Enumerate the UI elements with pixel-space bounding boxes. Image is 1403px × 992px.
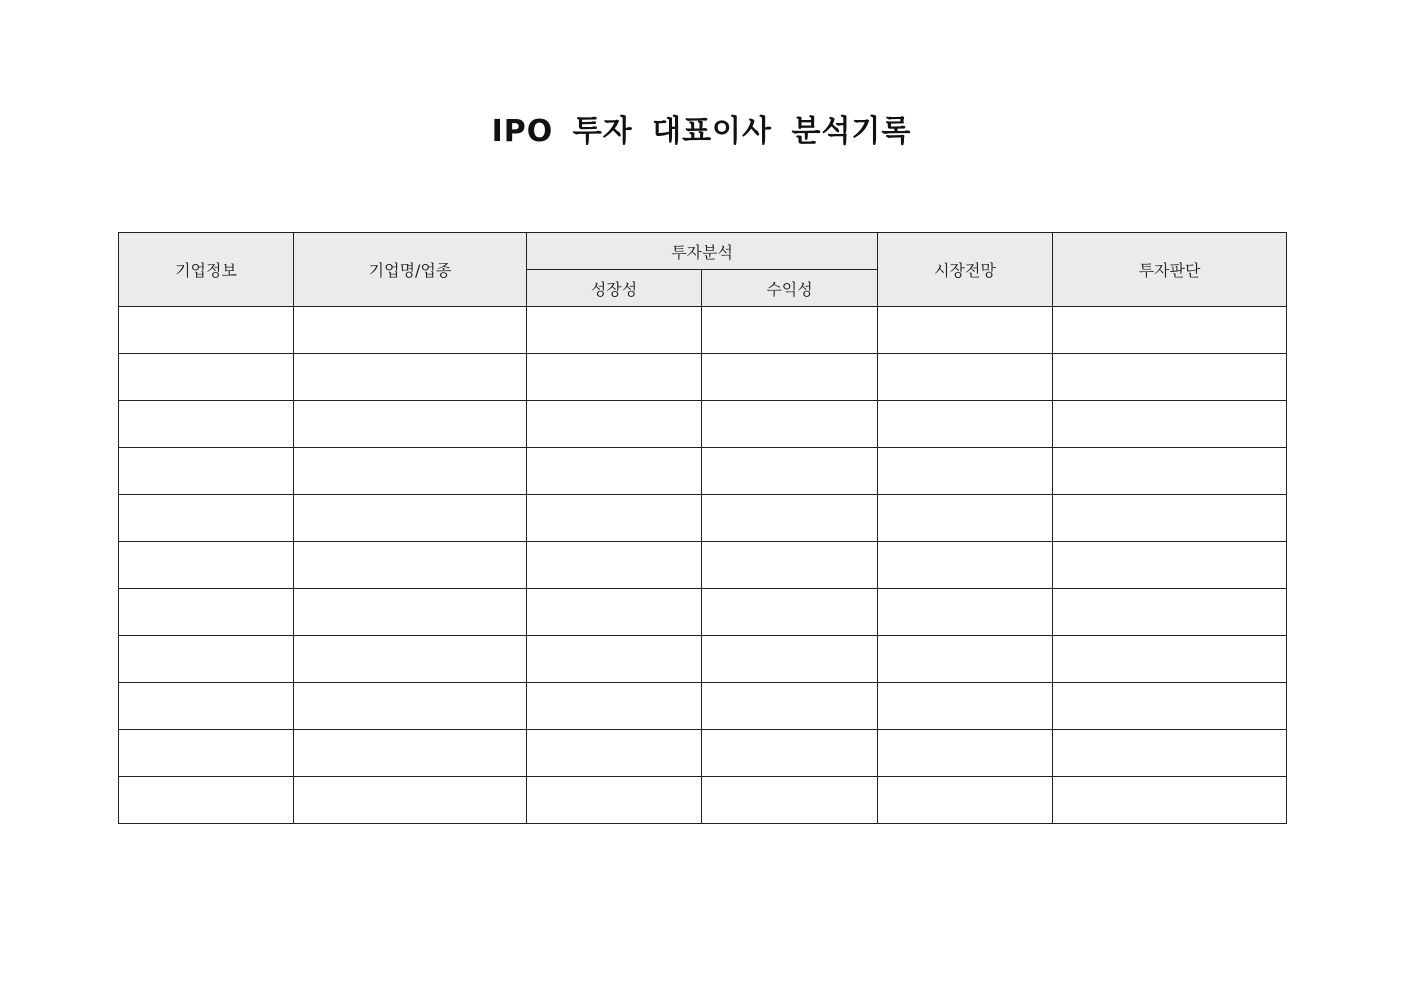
cell-growth[interactable]: [527, 777, 702, 824]
cell-company-info[interactable]: [119, 636, 294, 683]
table-row: [119, 448, 1287, 495]
cell-profitability[interactable]: [702, 636, 878, 683]
cell-profitability[interactable]: [702, 730, 878, 777]
table-row: [119, 730, 1287, 777]
cell-company-name-industry[interactable]: [294, 777, 527, 824]
cell-company-info[interactable]: [119, 683, 294, 730]
cell-growth[interactable]: [527, 730, 702, 777]
cell-investment-decision[interactable]: [1053, 589, 1287, 636]
cell-growth[interactable]: [527, 401, 702, 448]
table-body: [119, 307, 1287, 824]
cell-market-outlook[interactable]: [878, 401, 1053, 448]
cell-company-info[interactable]: [119, 777, 294, 824]
cell-investment-decision[interactable]: [1053, 307, 1287, 354]
cell-market-outlook[interactable]: [878, 542, 1053, 589]
cell-growth[interactable]: [527, 636, 702, 683]
cell-profitability[interactable]: [702, 495, 878, 542]
cell-profitability[interactable]: [702, 401, 878, 448]
cell-market-outlook[interactable]: [878, 683, 1053, 730]
cell-profitability[interactable]: [702, 683, 878, 730]
cell-investment-decision[interactable]: [1053, 495, 1287, 542]
cell-growth[interactable]: [527, 589, 702, 636]
cell-growth[interactable]: [527, 683, 702, 730]
cell-growth[interactable]: [527, 448, 702, 495]
header-company-name-industry: 기업명/업종: [294, 233, 527, 307]
cell-profitability[interactable]: [702, 589, 878, 636]
cell-company-name-industry[interactable]: [294, 401, 527, 448]
header-company-info: 기업정보: [119, 233, 294, 307]
cell-investment-decision[interactable]: [1053, 683, 1287, 730]
cell-profitability[interactable]: [702, 542, 878, 589]
cell-company-name-industry[interactable]: [294, 495, 527, 542]
cell-company-info[interactable]: [119, 448, 294, 495]
cell-market-outlook[interactable]: [878, 495, 1053, 542]
table-row: [119, 542, 1287, 589]
cell-market-outlook[interactable]: [878, 448, 1053, 495]
header-growth: 성장성: [527, 270, 702, 307]
cell-profitability[interactable]: [702, 777, 878, 824]
cell-growth[interactable]: [527, 307, 702, 354]
header-investment-analysis: 투자분석: [527, 233, 878, 270]
header-row: [119, 233, 1287, 270]
cell-company-name-industry[interactable]: [294, 730, 527, 777]
cell-market-outlook[interactable]: [878, 777, 1053, 824]
cell-market-outlook[interactable]: [878, 589, 1053, 636]
cell-company-info[interactable]: [119, 307, 294, 354]
table-row: [119, 307, 1287, 354]
cell-company-name-industry[interactable]: [294, 636, 527, 683]
table-row: [119, 401, 1287, 448]
table-row: [119, 636, 1287, 683]
cell-company-name-industry[interactable]: [294, 589, 527, 636]
table-row: [119, 589, 1287, 636]
cell-company-info[interactable]: [119, 542, 294, 589]
cell-profitability[interactable]: [702, 448, 878, 495]
header-investment-decision: 투자판단: [1053, 233, 1287, 307]
cell-growth[interactable]: [527, 495, 702, 542]
cell-company-info[interactable]: [119, 354, 294, 401]
table-row: [119, 495, 1287, 542]
cell-company-name-industry[interactable]: [294, 542, 527, 589]
table-row: [119, 777, 1287, 824]
header-market-outlook: 시장전망: [878, 233, 1053, 307]
cell-investment-decision[interactable]: [1053, 730, 1287, 777]
ipo-analysis-table: [118, 232, 1287, 824]
cell-company-info[interactable]: [119, 589, 294, 636]
cell-growth[interactable]: [527, 354, 702, 401]
cell-market-outlook[interactable]: [878, 354, 1053, 401]
cell-company-name-industry[interactable]: [294, 683, 527, 730]
table-row: [119, 354, 1287, 401]
cell-investment-decision[interactable]: [1053, 401, 1287, 448]
cell-market-outlook[interactable]: [878, 307, 1053, 354]
cell-profitability[interactable]: [702, 307, 878, 354]
cell-investment-decision[interactable]: [1053, 777, 1287, 824]
cell-company-name-industry[interactable]: [294, 307, 527, 354]
cell-investment-decision[interactable]: [1053, 542, 1287, 589]
cell-company-info[interactable]: [119, 495, 294, 542]
cell-profitability[interactable]: [702, 354, 878, 401]
cell-company-info[interactable]: [119, 401, 294, 448]
cell-company-name-industry[interactable]: [294, 448, 527, 495]
cell-investment-decision[interactable]: [1053, 636, 1287, 683]
cell-growth[interactable]: [527, 542, 702, 589]
header-profitability: 수익성: [702, 270, 878, 307]
table-row: [119, 683, 1287, 730]
cell-company-name-industry[interactable]: [294, 354, 527, 401]
cell-investment-decision[interactable]: [1053, 354, 1287, 401]
cell-company-info[interactable]: [119, 730, 294, 777]
cell-market-outlook[interactable]: [878, 730, 1053, 777]
document-title: IPO 투자 대표이사 분석기록: [491, 114, 912, 149]
cell-market-outlook[interactable]: [878, 636, 1053, 683]
cell-investment-decision[interactable]: [1053, 448, 1287, 495]
